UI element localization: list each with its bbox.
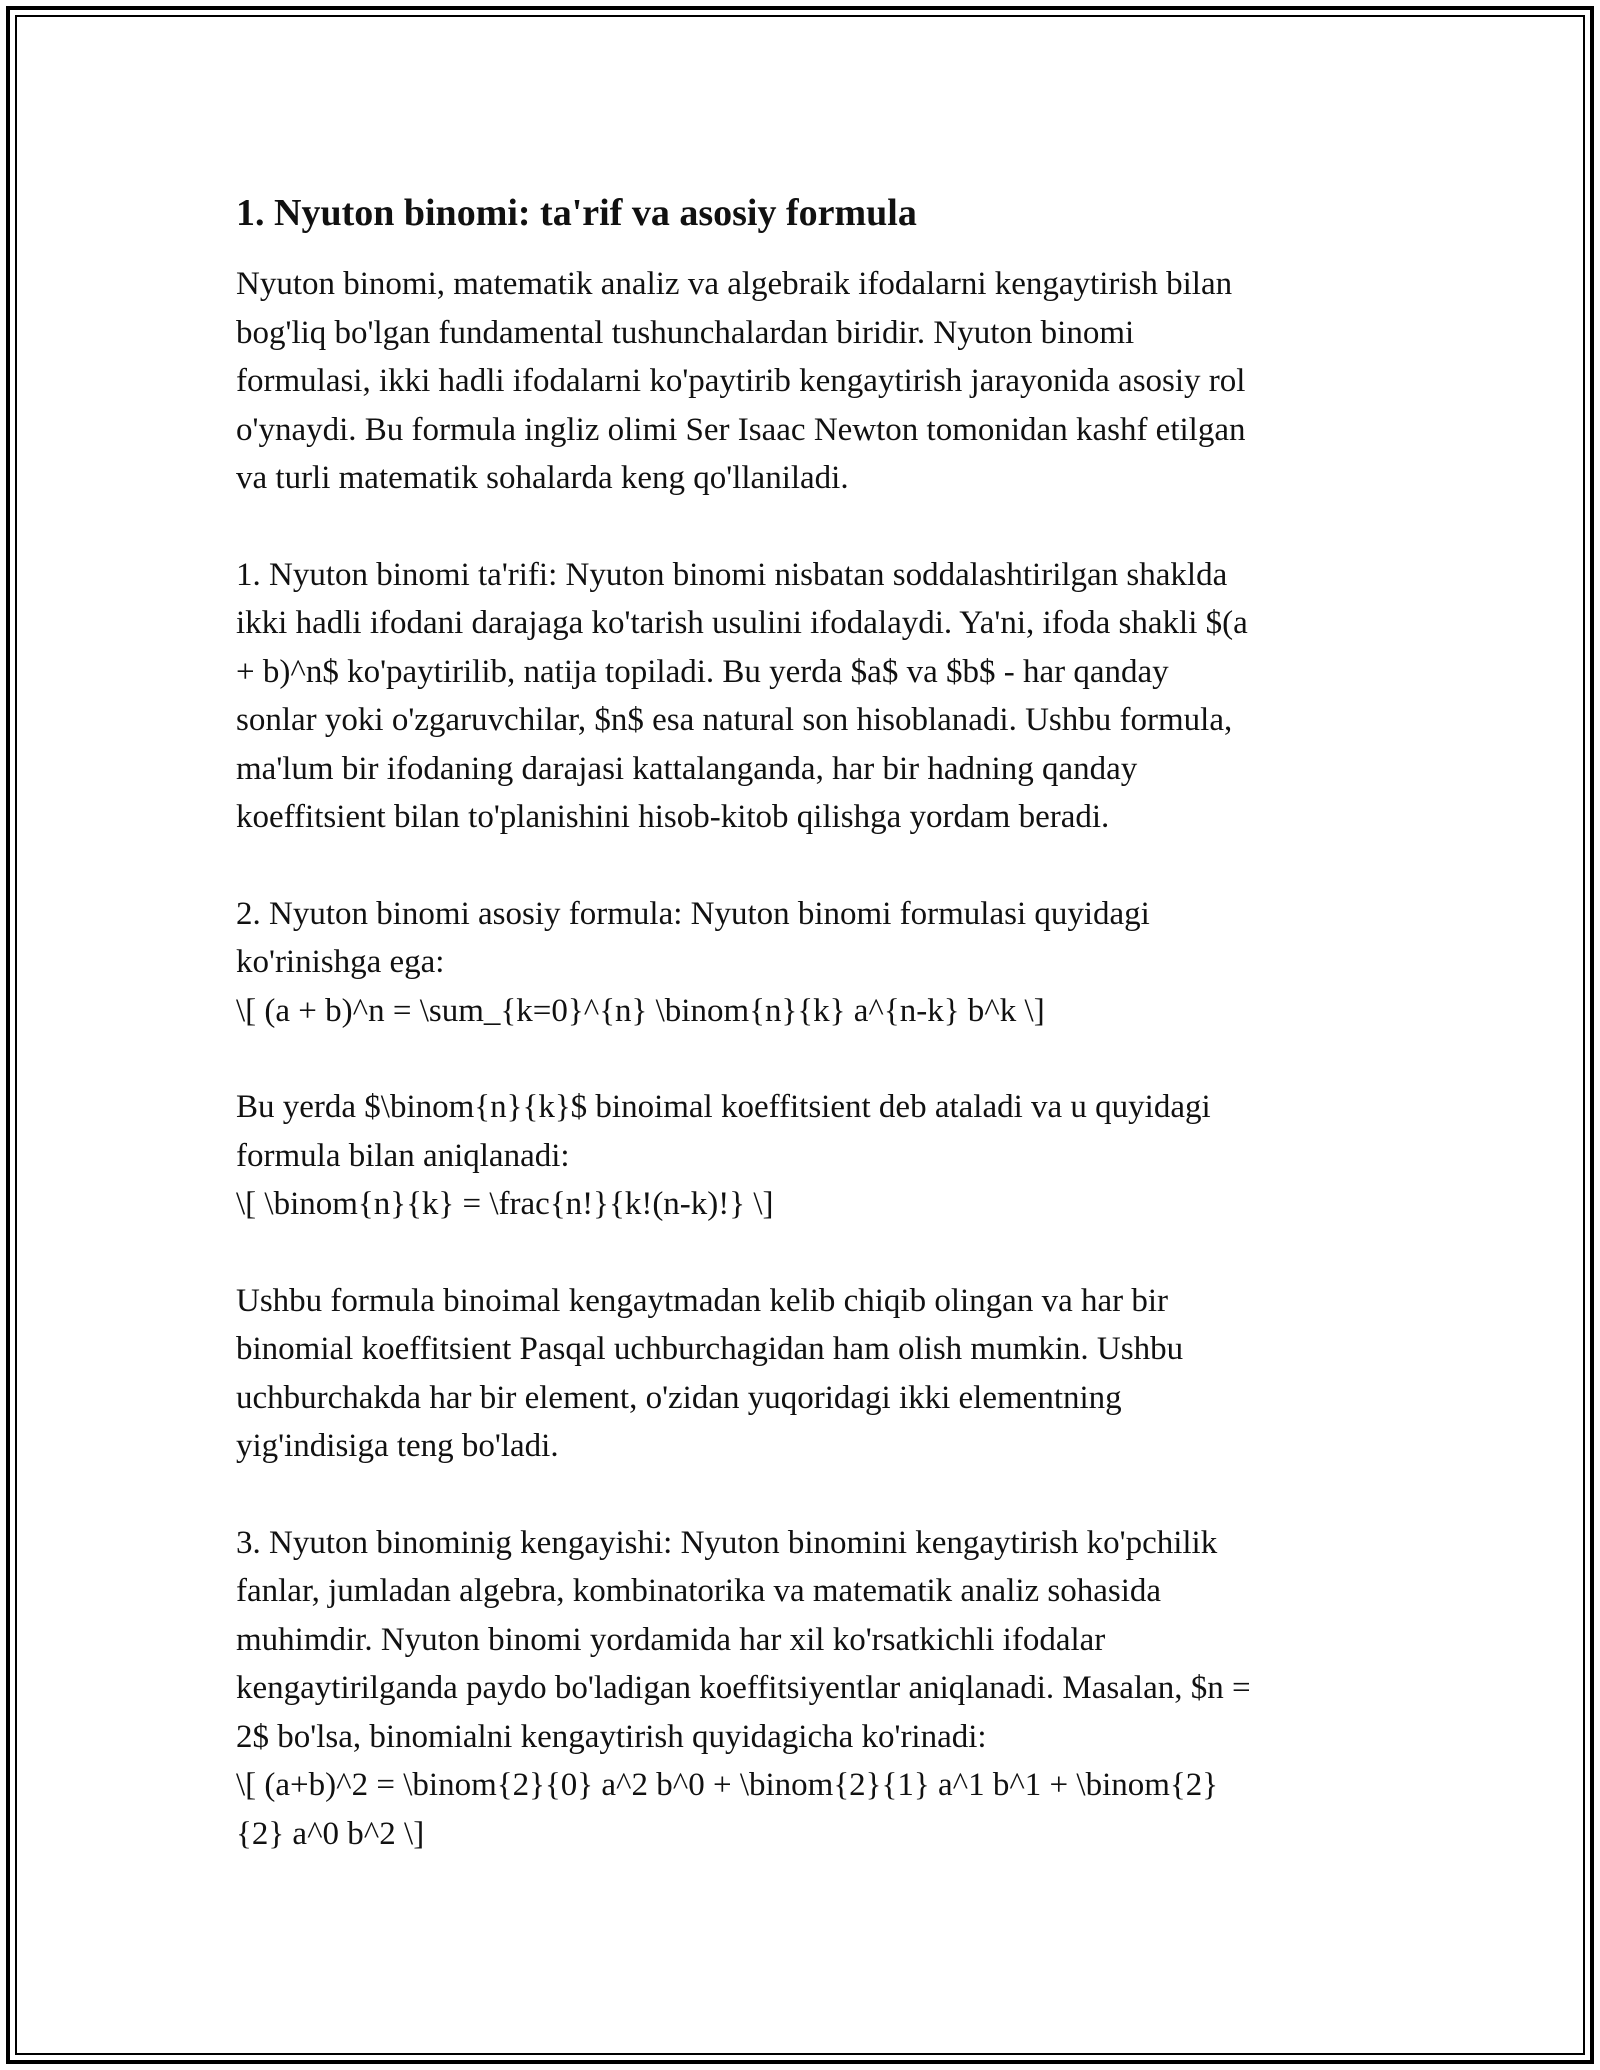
text-line: koeffitsient bilan to'planishini hisob-kitob qilishga yordam beradi.	[236, 799, 1110, 835]
text-line: muhimdir. Nyuton binomi yordamida har xil ko'rsatkichli ifodalar	[236, 1621, 1106, 1658]
text-line: formula bilan aniqlanadi:	[236, 1137, 570, 1174]
text-line: yig'indisiga teng bo'ladi.	[236, 1428, 559, 1464]
section-heading: 1. Nyuton binomi: ta'rif va asosiy formula	[236, 192, 917, 234]
paragraph	[236, 890, 1376, 1036]
paragraph	[236, 1277, 1376, 1471]
text-line: ma'lum bir ifodaning darajasi kattalanganda, har bir hadning qanday	[236, 750, 1138, 787]
text-line: Bu yerda $\binom{n}{k}$ binoimal koeffitsient deb ataladi va u quyidagi	[236, 1089, 1211, 1125]
text-line: va turli matematik sohalarda keng qo'llaniladi.	[236, 460, 849, 496]
text-line: bog'liq bo'lgan fundamental tushunchalardan biridir. Nyuton binomi	[236, 314, 1135, 351]
text-line: \[ \binom{n}{k} = \frac{n!}{k!(n-k)!} \]	[236, 1186, 774, 1222]
text-line: {2} a^0 b^2 \]	[236, 1815, 425, 1852]
text-line: 1. Nyuton binomi ta'rifi: Nyuton binomi nisbatan soddalashtirilgan shaklda	[236, 556, 1228, 593]
text-line: kengaytirilganda paydo bo'ladigan koeffitsiyentlar aniqlanadi. Masalan, $n =	[236, 1670, 1251, 1706]
text-line: uchburchakda har bir element, o'zidan yuqoridagi ikki elementning	[236, 1379, 1122, 1416]
text-line: binomial koeffitsient Pasqal uchburchagidan ham olish mumkin. Ushbu	[236, 1331, 1184, 1367]
text-line: 2. Nyuton binomi asosiy formula: Nyuton binomi formulasi quyidagi	[236, 895, 1150, 932]
text-line: 3. Nyuton binominig kengayishi: Nyuton binomini kengaytirish ko'pchilik	[236, 1524, 1218, 1561]
document-body	[236, 188, 1376, 1906]
text-line: sonlar yoki o'zgaruvchilar, $n$ esa natural son hisoblanadi. Ushbu formula,	[236, 702, 1233, 738]
paragraph-list	[236, 260, 1376, 1858]
paragraph	[236, 260, 1376, 503]
paragraph	[236, 1083, 1376, 1229]
text-line: o'ynaydi. Bu formula ingliz olimi Ser Isaac Newton tomonidan kashf etilgan	[236, 411, 1246, 448]
text-line: \[ (a+b)^2 = \binom{2}{0} a^2 b^0 + \binom{2}{1} a^1 b^1 + \binom{2}	[236, 1767, 1219, 1803]
text-line: Ushbu formula binoimal kengaytmadan kelib chiqib olingan va har bir	[236, 1282, 1169, 1319]
paragraph	[236, 551, 1376, 842]
text-line: 2$ bo'lsa, binomialni kengaytirish quyidagicha ko'rinadi:	[236, 1718, 987, 1755]
text-line: + b)^n$ ko'paytirilib, natija topiladi. Bu yerda $a$ va $b$ - har qanday	[236, 653, 1169, 690]
paragraph	[236, 1519, 1376, 1859]
text-line: fanlar, jumladan algebra, kombinatorika va matematik analiz sohasida	[236, 1573, 1162, 1609]
text-line: \[ (a + b)^n = \sum_{k=0}^{n} \binom{n}{k} a^{n-k} b^k \]	[236, 992, 1045, 1029]
text-line: ikki hadli ifodani darajaga ko'tarish usulini ifodalaydi. Ya'ni, ifoda shakli $(a	[236, 605, 1248, 641]
text-line: ko'rinishga ega:	[236, 944, 445, 980]
text-line: formulasi, ikki hadli ifodalarni ko'paytirib kengaytirish jarayonida asosiy rol	[236, 363, 1246, 399]
text-line: Nyuton binomi, matematik analiz va algebraik ifodalarni kengaytirish bilan	[236, 266, 1233, 302]
